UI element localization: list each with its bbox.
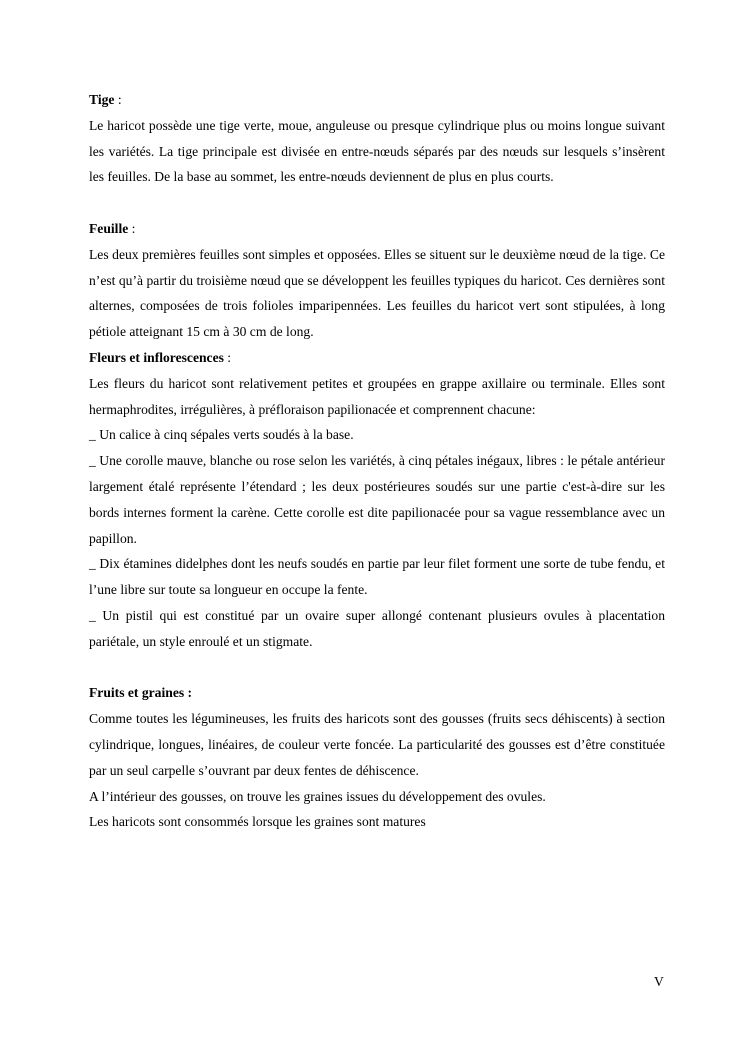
section-heading-tige	[89, 87, 665, 113]
paragraph: A l’intérieur des gousses, on trouve les graines issues du développement des ovules.	[89, 788, 546, 804]
paragraph: Le haricot possède une tige verte, moue, anguleuse ou presque cylindrique plus ou moins longue suivant les variétés. La tige principale est divisée en entre-nœuds séparés par des nœuds sur lesquels s’insèrent les feuilles. De la base au sommet, les entre-nœuds deviennent de plus en plus courts.	[89, 117, 665, 185]
section-title: Fruits et graines :	[89, 685, 193, 701]
paragraph: Comme toutes les légumineuses, les fruits des haricots sont des gousses (fruits secs déhiscents) à section cylindrique, longues, linéaires, de couleur verte foncée. La particularité des gousses est d’être constituée par un seul carpelle s’ouvrant par deux fentes de déhiscence.	[89, 711, 665, 778]
section-title-suffix: :	[223, 349, 232, 365]
page-number: V	[654, 974, 664, 989]
section-title-suffix: :	[128, 220, 136, 236]
section-title: Fleurs et inflorescences	[89, 349, 224, 365]
paragraph: Les haricots sont consommés lorsque les graines sont matures	[89, 814, 426, 830]
document-body	[89, 87, 665, 835]
list-item: _ Un calice à cinq sépales verts soudés à la base.	[89, 427, 354, 443]
blank-line	[89, 655, 665, 681]
paragraph: Les fleurs du haricot sont relativement petites et groupées en grappe axillaire ou terminale. Elles sont hermaphrodites, irrégulières, à préfloraison papilionacée et comprennent chacune:	[89, 375, 665, 417]
section-title: Feuille	[89, 220, 129, 236]
list-item: _ Une corolle mauve, blanche ou rose selon les variétés, à cinq pétales inégaux, libres : le pétale antérieur largement étalé représente l’étendard ; les deux postérieures soudés sur une partie c'est-à-dire sur les bords internes forment la carène. Cette corolle est dite papilionacée pour sa vague ressemblance avec un papillon.	[89, 453, 665, 546]
blank-line	[89, 190, 665, 216]
section-title: Tige	[89, 92, 115, 107]
section-heading-feuille	[89, 216, 665, 242]
section-heading-fleurs	[89, 345, 665, 371]
section-title-suffix: :	[114, 92, 122, 107]
paragraph: Les deux premières feuilles sont simples et opposées. Elles se situent sur le deuxième nœud de la tige. Ce n’est qu’à partir du troisième nœud que se développent les feuilles typiques du haricot. Ces dernières sont alternes, composées de trois folioles imparipennées. Les feuilles du haricot vert sont stipulées, à long pétiole atteignant 15 cm à 30 cm de long.	[89, 246, 665, 340]
list-item: _ Dix étamines didelphes dont les neufs soudés en partie par leur filet forment une sorte de tube fendu, et l’une libre sur toute sa longueur en occupe la fente.	[89, 556, 665, 598]
section-heading-fruits	[89, 680, 665, 706]
list-item: _ Un pistil qui est constitué par un ovaire super allongé contenant plusieurs ovules à placentation pariétale, un style enroulé et un stigmate.	[89, 607, 665, 649]
